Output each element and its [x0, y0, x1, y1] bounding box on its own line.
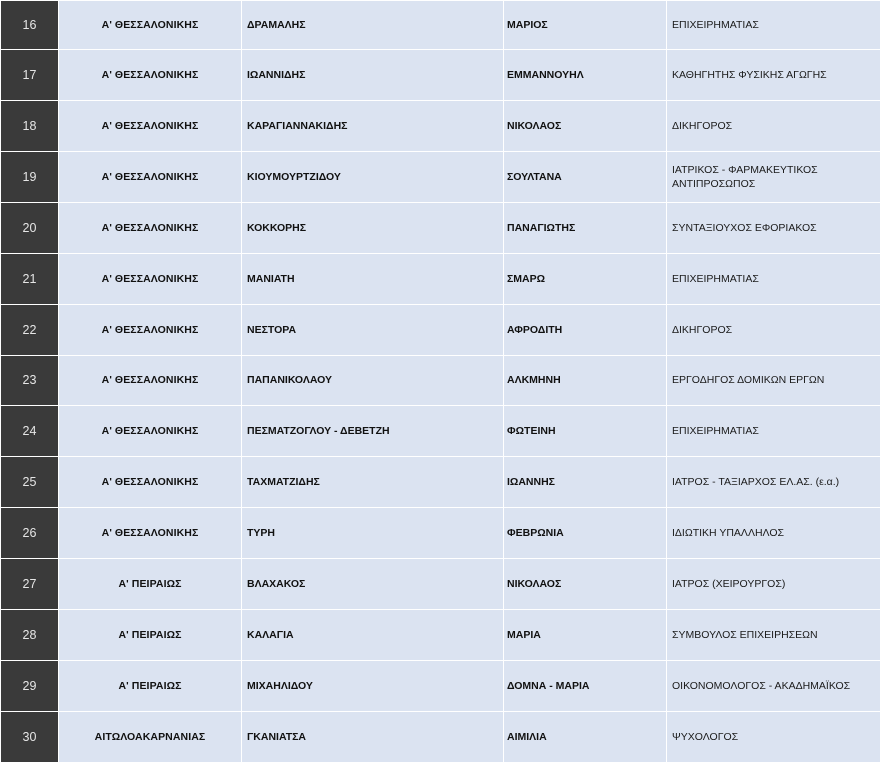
first-name-cell: ΝΙΚΟΛΑΟΣ — [504, 100, 667, 151]
table-row — [1, 1, 880, 50]
surname-cell: ΔΡΑΜΑΛΗΣ — [242, 1, 504, 50]
row-number: 17 — [1, 50, 59, 101]
surname-cell: ΚΟΚΚΟΡΗΣ — [242, 202, 504, 253]
surname-cell: ΙΩΑΝΝΙΔΗΣ — [242, 50, 504, 101]
profession-cell: ΣΥΜΒΟΥΛΟΣ ΕΠΙΧΕΙΡΗΣΕΩΝ — [667, 610, 880, 661]
surname-cell: ΓΚΑΝΙΑΤΣΑ — [242, 711, 504, 762]
first-name-cell: ΕΜΜΑΝΝΟΥΗΛ — [504, 50, 667, 101]
surname-cell: ΤΑΧΜΑΤΖΙΔΗΣ — [242, 457, 504, 508]
profession-cell: ΔΙΚΗΓΟΡΟΣ — [667, 100, 880, 151]
first-name-cell: ΣΜΑΡΩ — [504, 253, 667, 304]
profession-cell: ΕΠΙΧΕΙΡΗΜΑΤΙΑΣ — [667, 1, 880, 50]
surname-cell: ΚΑΡΑΓΙΑΝΝΑΚΙΔΗΣ — [242, 100, 504, 151]
row-number: 24 — [1, 406, 59, 457]
district-cell: Α' ΘΕΣΣΑΛΟΝΙΚΗΣ — [59, 457, 242, 508]
row-number: 22 — [1, 304, 59, 355]
district-cell: Α' ΘΕΣΣΑΛΟΝΙΚΗΣ — [59, 304, 242, 355]
surname-cell: ΚΙΟΥΜΟΥΡΤΖΙΔΟΥ — [242, 151, 504, 202]
district-cell: Α' ΠΕΙΡΑΙΩΣ — [59, 559, 242, 610]
profession-cell: ΙΔΙΩΤΙΚΗ ΥΠΑΛΛΗΛΟΣ — [667, 508, 880, 559]
table-row — [1, 508, 880, 559]
table-row — [1, 661, 880, 712]
first-name-cell: ΠΑΝΑΓΙΩΤΗΣ — [504, 202, 667, 253]
surname-cell: ΠΕΣΜΑΤΖΟΓΛΟΥ - ΔΕΒΕΤΖΗ — [242, 406, 504, 457]
first-name-cell: ΜΑΡΙΑ — [504, 610, 667, 661]
table-row — [1, 355, 880, 406]
row-number: 29 — [1, 661, 59, 712]
district-cell: Α' ΘΕΣΣΑΛΟΝΙΚΗΣ — [59, 151, 242, 202]
surname-cell: ΤΥΡΗ — [242, 508, 504, 559]
district-cell: Α' ΘΕΣΣΑΛΟΝΙΚΗΣ — [59, 406, 242, 457]
surname-cell: ΜΑΝΙΑΤΗ — [242, 253, 504, 304]
table-row — [1, 253, 880, 304]
profession-cell: ΕΠΙΧΕΙΡΗΜΑΤΙΑΣ — [667, 406, 880, 457]
row-number: 25 — [1, 457, 59, 508]
row-number: 18 — [1, 100, 59, 151]
district-cell: Α' ΘΕΣΣΑΛΟΝΙΚΗΣ — [59, 508, 242, 559]
profession-cell: ΕΡΓΟΔΗΓΟΣ ΔΟΜΙΚΩΝ ΕΡΓΩΝ — [667, 355, 880, 406]
table-row — [1, 50, 880, 101]
district-cell: Α' ΘΕΣΣΑΛΟΝΙΚΗΣ — [59, 253, 242, 304]
table-row — [1, 304, 880, 355]
district-cell: Α' ΠΕΙΡΑΙΩΣ — [59, 610, 242, 661]
row-number: 27 — [1, 559, 59, 610]
surname-cell: ΜΙΧΑΗΛΙΔΟΥ — [242, 661, 504, 712]
table-row — [1, 406, 880, 457]
surname-cell: ΠΑΠΑΝΙΚΟΛΑΟΥ — [242, 355, 504, 406]
profession-cell: ΙΑΤΡΙΚΟΣ - ΦΑΡΜΑΚΕΥΤΙΚΟΣ ΑΝΤΙΠΡΟΣΩΠΟΣ — [667, 151, 880, 202]
first-name-cell: ΙΩΑΝΝΗΣ — [504, 457, 667, 508]
row-number: 23 — [1, 355, 59, 406]
profession-cell: ΙΑΤΡΟΣ - ΤΑΞΙΑΡΧΟΣ ΕΛ.ΑΣ. (ε.α.) — [667, 457, 880, 508]
row-number: 16 — [1, 1, 59, 50]
row-number: 20 — [1, 202, 59, 253]
first-name-cell: ΝΙΚΟΛΑΟΣ — [504, 559, 667, 610]
first-name-cell: ΑΙΜΙΛΙΑ — [504, 711, 667, 762]
table-row — [1, 100, 880, 151]
district-cell: Α' ΘΕΣΣΑΛΟΝΙΚΗΣ — [59, 1, 242, 50]
profession-cell: ΟΙΚΟΝΟΜΟΛΟΓΟΣ - ΑΚΑΔΗΜΑΪΚΟΣ — [667, 661, 880, 712]
first-name-cell: ΑΛΚΜΗΝΗ — [504, 355, 667, 406]
district-cell: Α' ΘΕΣΣΑΛΟΝΙΚΗΣ — [59, 100, 242, 151]
first-name-cell: ΔΟΜΝΑ - ΜΑΡΙΑ — [504, 661, 667, 712]
surname-cell: ΚΑΛΑΓΙΑ — [242, 610, 504, 661]
table-body — [1, 1, 880, 763]
first-name-cell: ΦΩΤΕΙΝΗ — [504, 406, 667, 457]
table-row — [1, 610, 880, 661]
profession-cell: ΙΑΤΡΟΣ (ΧΕΙΡΟΥΡΓΟΣ) — [667, 559, 880, 610]
district-cell: Α' ΘΕΣΣΑΛΟΝΙΚΗΣ — [59, 355, 242, 406]
row-number: 30 — [1, 711, 59, 762]
district-cell: Α' ΘΕΣΣΑΛΟΝΙΚΗΣ — [59, 50, 242, 101]
table-row — [1, 457, 880, 508]
surname-cell: ΝΕΣΤΟΡΑ — [242, 304, 504, 355]
profession-cell: ΨΥΧΟΛΟΓΟΣ — [667, 711, 880, 762]
table-row — [1, 711, 880, 762]
first-name-cell: ΣΟΥΛΤΑΝΑ — [504, 151, 667, 202]
profession-cell: ΣΥΝΤΑΞΙΟΥΧΟΣ ΕΦΟΡΙΑΚΟΣ — [667, 202, 880, 253]
row-number: 26 — [1, 508, 59, 559]
table-row — [1, 559, 880, 610]
profession-cell: ΕΠΙΧΕΙΡΗΜΑΤΙΑΣ — [667, 253, 880, 304]
first-name-cell: ΑΦΡΟΔΙΤΗ — [504, 304, 667, 355]
row-number: 21 — [1, 253, 59, 304]
district-cell: Α' ΘΕΣΣΑΛΟΝΙΚΗΣ — [59, 202, 242, 253]
row-number: 19 — [1, 151, 59, 202]
profession-cell: ΚΑΘΗΓΗΤΗΣ ΦΥΣΙΚΗΣ ΑΓΩΓΗΣ — [667, 50, 880, 101]
row-number: 28 — [1, 610, 59, 661]
surname-cell: ΒΛΑΧΑΚΟΣ — [242, 559, 504, 610]
district-cell: ΑΙΤΩΛΟΑΚΑΡΝΑΝΙΑΣ — [59, 711, 242, 762]
district-cell: Α' ΠΕΙΡΑΙΩΣ — [59, 661, 242, 712]
first-name-cell: ΦΕΒΡΩΝΙΑ — [504, 508, 667, 559]
first-name-cell: ΜΑΡΙΟΣ — [504, 1, 667, 50]
profession-cell: ΔΙΚΗΓΟΡΟΣ — [667, 304, 880, 355]
table-row — [1, 151, 880, 202]
table-row — [1, 202, 880, 253]
